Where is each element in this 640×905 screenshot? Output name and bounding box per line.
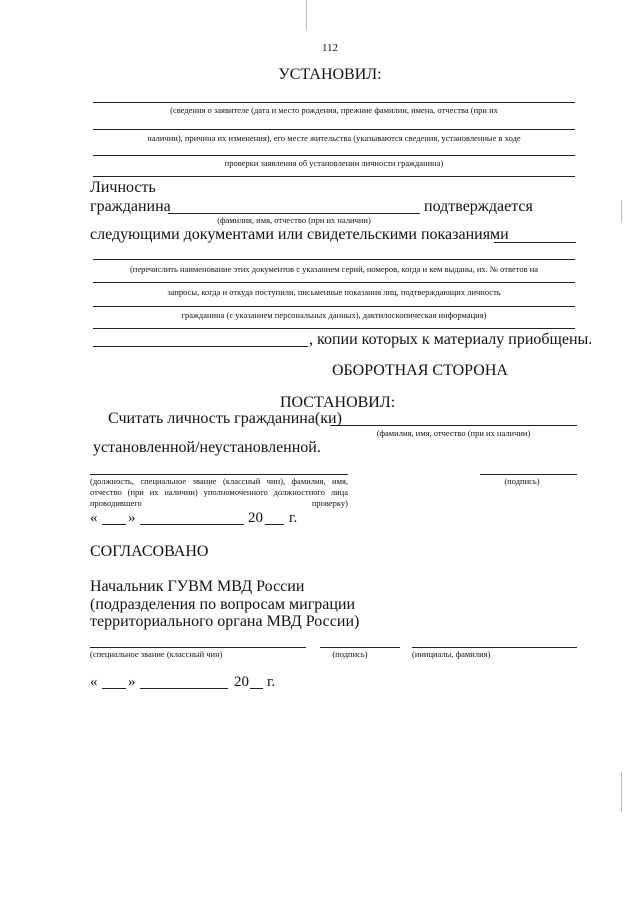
signer-date-year-suffix: г. bbox=[289, 510, 298, 526]
agreed-chief-line-2: (подразделения по вопросам миграции bbox=[90, 596, 356, 613]
established-line-1 bbox=[93, 102, 575, 103]
reverse-side-title: ОБОРОТНАЯ СТОРОНА bbox=[332, 362, 508, 379]
agreed-title: СОГЛАСОВАНО bbox=[90, 543, 209, 560]
agreed-date-day-line bbox=[102, 688, 126, 689]
agreed-signature-line bbox=[320, 647, 400, 648]
identity-name-line bbox=[168, 213, 420, 214]
identity-confirmed-label: подтверждается bbox=[424, 198, 533, 215]
agreed-rank-hint: (специальное звание (классный чин) bbox=[90, 649, 223, 659]
established-hint-2: наличии), причина их изменения), его месте жительства (указываются сведения, установленные в ходе bbox=[147, 133, 521, 143]
resolved-line-2: установленной/неустановленной. bbox=[93, 439, 321, 456]
signer-date-open: « bbox=[90, 510, 98, 526]
identity-docs-hint-1: (перечислить наименование этих документов с указанием серий, номеров, когда и кем выданы, их. № ответов на bbox=[129, 264, 539, 274]
resolved-name-line bbox=[330, 425, 577, 426]
resolved-name-hint: (фамилия, имя, отчество (при их наличии) bbox=[376, 428, 531, 438]
identity-docs-line-1 bbox=[93, 259, 575, 260]
identity-docs-line-4 bbox=[93, 328, 575, 329]
identity-docs-label: следующими документами или свидетельскими показаниями bbox=[90, 226, 509, 243]
signer-position-line bbox=[90, 474, 348, 475]
identity-copies-text: , копии которых к материалу приобщены. bbox=[309, 331, 593, 348]
scan-artifact bbox=[306, 0, 307, 30]
signer-date-day-line bbox=[102, 524, 126, 525]
agreed-initials-hint: (инициалы, фамилия) bbox=[412, 649, 491, 659]
agreed-rank-line bbox=[90, 647, 306, 648]
established-hint-1: (сведения о заявителе (дата и место рождения, прежние фамилии, имена, отчества (при их bbox=[170, 105, 498, 115]
scan-artifact bbox=[621, 772, 622, 812]
agreed-date-year-suffix: г. bbox=[267, 674, 276, 690]
agreed-chief-line-1: Начальник ГУВМ МВД России bbox=[90, 578, 305, 595]
identity-copies-line bbox=[93, 346, 308, 347]
signer-signature-line bbox=[480, 474, 577, 475]
agreed-chief-line-3: территориального органа МВД России) bbox=[90, 613, 360, 630]
established-hint-3: проверки заявления об установлении личности гражданина) bbox=[224, 158, 444, 168]
signer-date-close: » bbox=[128, 510, 136, 526]
page-number: 112 bbox=[321, 42, 339, 54]
identity-docs-line-3 bbox=[93, 306, 575, 307]
scan-artifact bbox=[621, 200, 622, 222]
signer-date-year: 20 bbox=[248, 510, 263, 526]
established-line-2 bbox=[93, 129, 575, 130]
signer-date-month-line bbox=[140, 524, 244, 525]
identity-citizen-label: гражданина bbox=[90, 198, 171, 215]
established-title: УСТАНОВИЛ: bbox=[278, 66, 382, 83]
identity-line-1: Личность bbox=[90, 179, 156, 196]
agreed-date-open: « bbox=[90, 674, 98, 690]
resolved-title: ПОСТАНОВИЛ: bbox=[280, 394, 396, 411]
resolved-line-1: Считать личность гражданина(ки) bbox=[108, 410, 342, 427]
agreed-date-month-line bbox=[140, 688, 228, 689]
established-line-3 bbox=[93, 155, 575, 156]
agreed-date-year-line bbox=[250, 688, 263, 689]
agreed-date-year: 20 bbox=[234, 674, 249, 690]
signer-date-year-line bbox=[265, 524, 284, 525]
identity-docs-hint-2: запросы, когда и откуда поступили, письменные показания лиц, подтверждающих личность bbox=[167, 287, 501, 297]
identity-name-hint: (фамилия, имя, отчество (при их наличии) bbox=[217, 215, 371, 225]
identity-docs-line-2 bbox=[93, 282, 575, 283]
identity-docs-short-line bbox=[494, 242, 576, 243]
agreed-signature-hint: (подпись) bbox=[332, 649, 368, 659]
agreed-date-close: » bbox=[128, 674, 136, 690]
identity-docs-hint-3: гражданина (с указанием персональных данных), дактилоскопическая информация) bbox=[181, 310, 487, 320]
signer-position-hint: (должность, специальное звание (классный чин), фамилия, имя, отчество (при их наличии) уполномоченного должностного лица проводившего проверку) bbox=[90, 476, 348, 508]
established-line-4 bbox=[93, 176, 575, 177]
agreed-initials-line bbox=[412, 647, 577, 648]
signer-signature-hint: (подпись) bbox=[504, 476, 540, 486]
